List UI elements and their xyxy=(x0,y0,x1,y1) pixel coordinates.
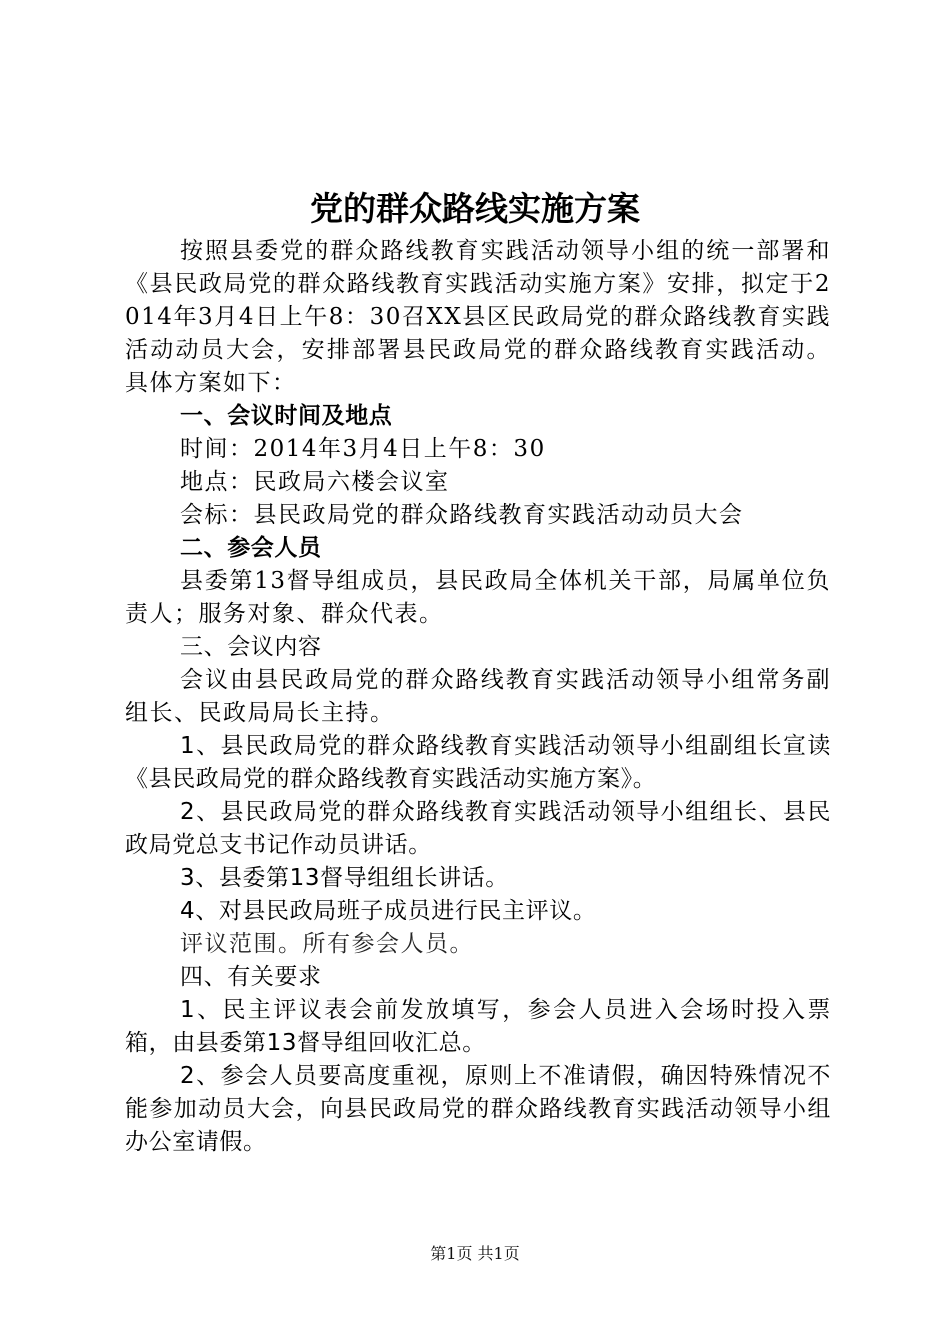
page-footer: 第1页 共1页 xyxy=(430,1244,520,1263)
meeting-banner: 会标：县民政局党的群众路线教育实践活动动员大会 xyxy=(180,502,744,528)
section-heading-content: 三、会议内容 xyxy=(180,634,322,660)
intro-paragraph: 按照县委党的群众路线教育实践活动领导小组的统一部署和《县民政局党的群众路线教育实践活动实施方案》安排，拟定于2014年3月4日上午8：30召XX县区民政局党的群众路线教育实践活动动员大会，安排部署县民政局党的群众路线教育实践活动。具体方案如下： xyxy=(125,238,831,396)
content-item-4: 4、对县民政局班子成员进行民主评议。 xyxy=(180,898,597,924)
section-heading-time-location: 一、会议时间及地点 xyxy=(180,403,393,429)
meeting-time: 时间：2014年3月4日上午8：30 xyxy=(180,436,546,462)
attendees-paragraph: 县委第13督导组成员，县民政局全体机关干部，局属单位负责人；服务对象、群众代表。 xyxy=(125,568,831,627)
evaluation-scope: 评议范围。所有参会人员。 xyxy=(180,931,474,957)
content-item-3: 3、县委第13督导组组长讲话。 xyxy=(180,865,509,891)
content-item-1: 1、县民政局党的群众路线教育实践活动领导小组副组长宣读《县民政局党的群众路线教育实践活动实施方案》。 xyxy=(125,733,831,792)
requirement-item-2: 2、参会人员要高度重视，原则上不准请假，确因特殊情况不能参加动员大会，向县民政局党的群众路线教育实践活动领导小组办公室请假。 xyxy=(125,1063,831,1155)
meeting-location: 地点：民政局六楼会议室 xyxy=(180,469,450,495)
requirement-item-1: 1、民主评议表会前发放填写，参会人员进入会场时投入票箱，由县委第13督导组回收汇总。 xyxy=(125,997,831,1056)
section-heading-attendees: 二、参会人员 xyxy=(180,535,322,561)
document-title: 党的群众路线实施方案 xyxy=(310,189,640,228)
document-body xyxy=(125,235,831,1159)
content-item-2: 2、县民政局党的群众路线教育实践活动领导小组组长、县民政局党总支书记作动员讲话。 xyxy=(125,799,831,858)
content-intro-paragraph: 会议由县民政局党的群众路线教育实践活动领导小组常务副组长、民政局局长主持。 xyxy=(125,667,831,726)
section-heading-requirements: 四、有关要求 xyxy=(180,964,322,990)
